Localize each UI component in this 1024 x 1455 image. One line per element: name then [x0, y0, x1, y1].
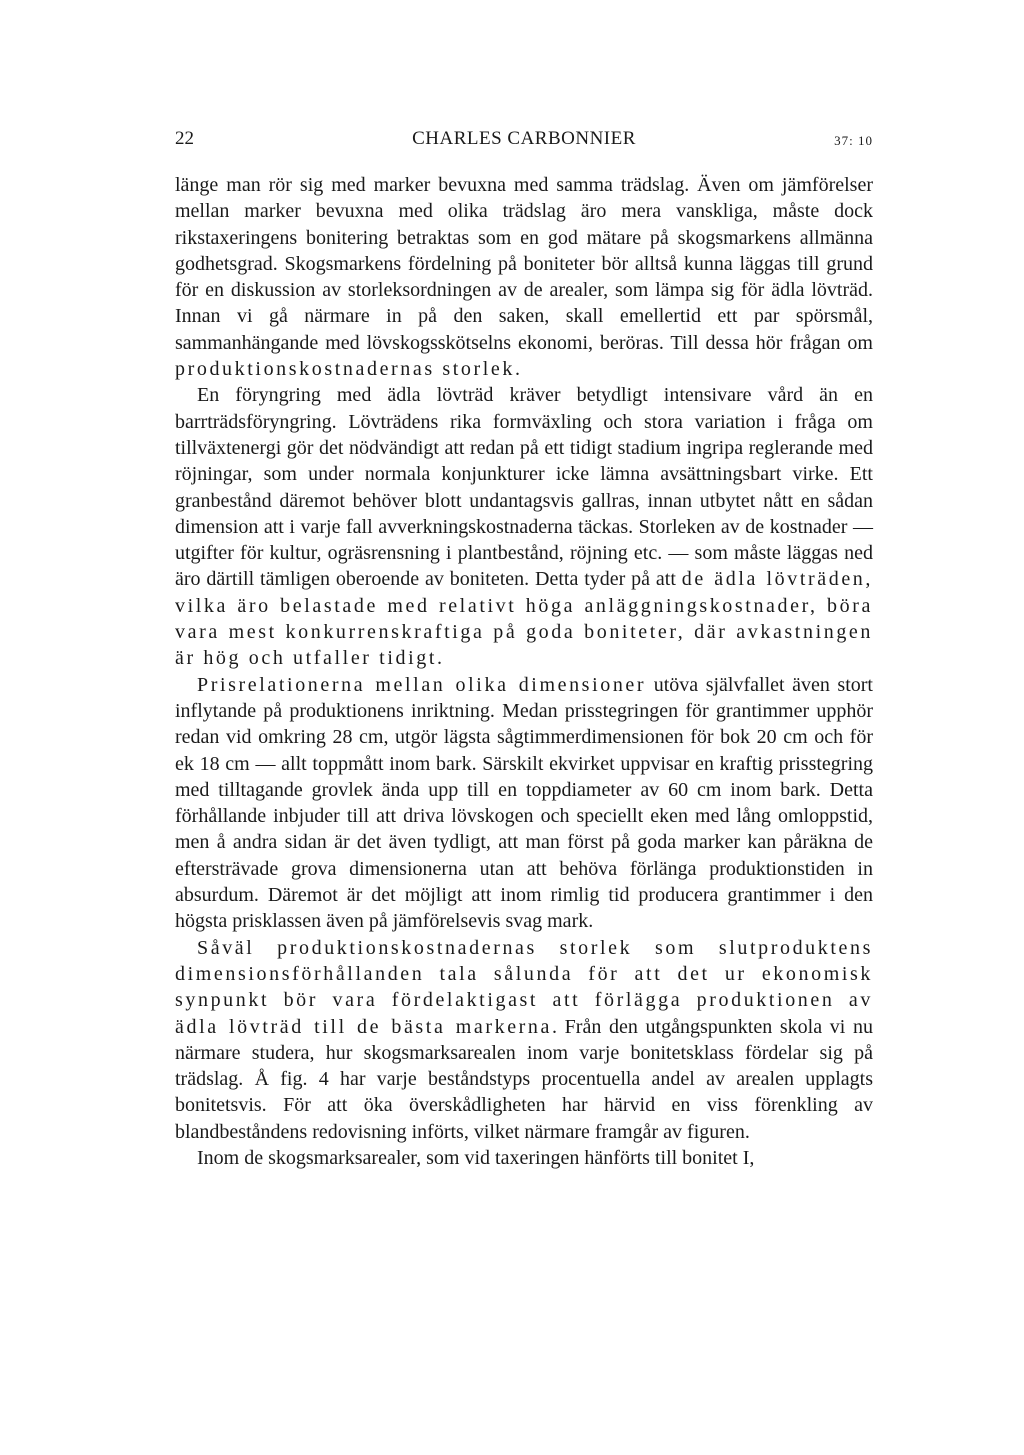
paragraph-text: .	[515, 358, 521, 381]
paragraph-text: Inom de skogsmarksarealer, som vid taxeringen hänförts till bonitet I,	[197, 1146, 755, 1169]
emphasized-text: de ädla lövträden, vilka äro belastade med relativt höga anläggningskostnader, böra vara mest konkurrenskraftiga på goda boniteter, där avkastningen är hög och utfaller tidigt	[175, 568, 874, 670]
page	[175, 128, 873, 1171]
emphasized-text: produktionskostnadernas storlek	[175, 358, 516, 381]
paragraph-text: utöva självfallet även stort inflytande på produktionens inriktning. Medan prisstegringen för grantimmer upphör redan vid omkring 28 cm, utgör lägsta sågtimmerdimensionen för bok 20 cm och för ek 18 cm — allt toppmått inom bark. Särskilt ekvirket uppvisar en kraftig prisstegring med tilltagande grovlek ända upp till en toppdiameter av 60 cm inom bark. Detta förhållande inbjuder till att driva lövskogen och speciellt eken med lång omloppstid, men å andra sidan är det även tydligt, att man först på goda marker kan påräkna de eftersträvade grova dimensionerna utan att behöva förlänga produktionstiden in absurdum. Däremot är det möjligt att inom rimlig tid producera grantimmer i den högsta prisklassen även på jämförelsevis svag mark.	[175, 673, 873, 933]
paragraph-text: . Från den utgångspunkten skola vi nu närmare studera, hur skogsmarksarealen inom varje bonitetsklass fördelar sig på trädslag. Å fig. 4 har varje beståndstyps procentuella andel av arealen upplagts bonitetsvis. För att öka överskådligheten har härvid en viss förenkling av blandbeståndens redovisning införts, vilket närmare framgår av figuren.	[175, 1015, 873, 1143]
paragraph	[175, 172, 873, 382]
body-text	[175, 172, 873, 1171]
page-header	[175, 128, 873, 158]
paragraph-text: länge man rör sig med marker bevuxna med samma trädslag. Även om jämförelser mellan marker bevuxna med olika trädslag äro mera vanskliga, måste dock rikstaxeringens bonitering betraktas som en god mätare på skogsmarkens allmänna godhetsgrad. Skogsmarkens fördelning på boniteter bör alltså kunna läggas till grund för en diskussion av storleksordningen av de arealer, som lämpa sig för ädla lövträd. Innan vi gå närmare in på den saken, skall emellertid ett par spörsmål, sammanhängande med lövskogsskötselns ekonomi, beröras. Till dessa hör frågan om	[175, 174, 873, 354]
emphasized-text: Prisrelationerna mellan olika dimensioner	[197, 673, 647, 696]
paragraph	[175, 935, 873, 1145]
page-number: 22	[175, 128, 194, 149]
paragraph-text: .	[437, 647, 442, 670]
paragraph	[175, 382, 873, 671]
running-title: CHARLES CARBONNIER	[412, 128, 636, 149]
paragraph-text: En föryngring med ädla lövträd kräver betydligt intensivare vård än en barrträdsföryngring. Lövträdens rika formväxling och stora variation i fråga om tillväxtenergi gör det nödvändigt att redan på ett tidigt stadium ingripa reglerande med röjningar, som under normala konjunkturer icke lämna avsättningsbart virke. Ett granbestånd däremot behöver blott undantagsvis gallras, innan utbytet nått en sådan dimension att i varje fall avverkningskostnaderna täckas. Storleken av de kostnader — utgifter för kultur, ogräsrensning i plantbestånd, röjning etc. — som måste läggas ned äro därtill tämligen oberoende av boniteten. Detta tyder på att	[175, 384, 873, 591]
emphasized-text: Såväl produktionskostnadernas storlek som slutproduktens dimensionsförhållanden tala sålunda för att det ur ekonomisk synpunkt bör vara fördelaktigast att förlägga produktionen av ädla lövträd till de bästa markerna	[175, 936, 873, 1038]
section-reference: 37: 10	[834, 133, 873, 148]
paragraph	[175, 1145, 873, 1171]
paragraph	[175, 672, 873, 935]
